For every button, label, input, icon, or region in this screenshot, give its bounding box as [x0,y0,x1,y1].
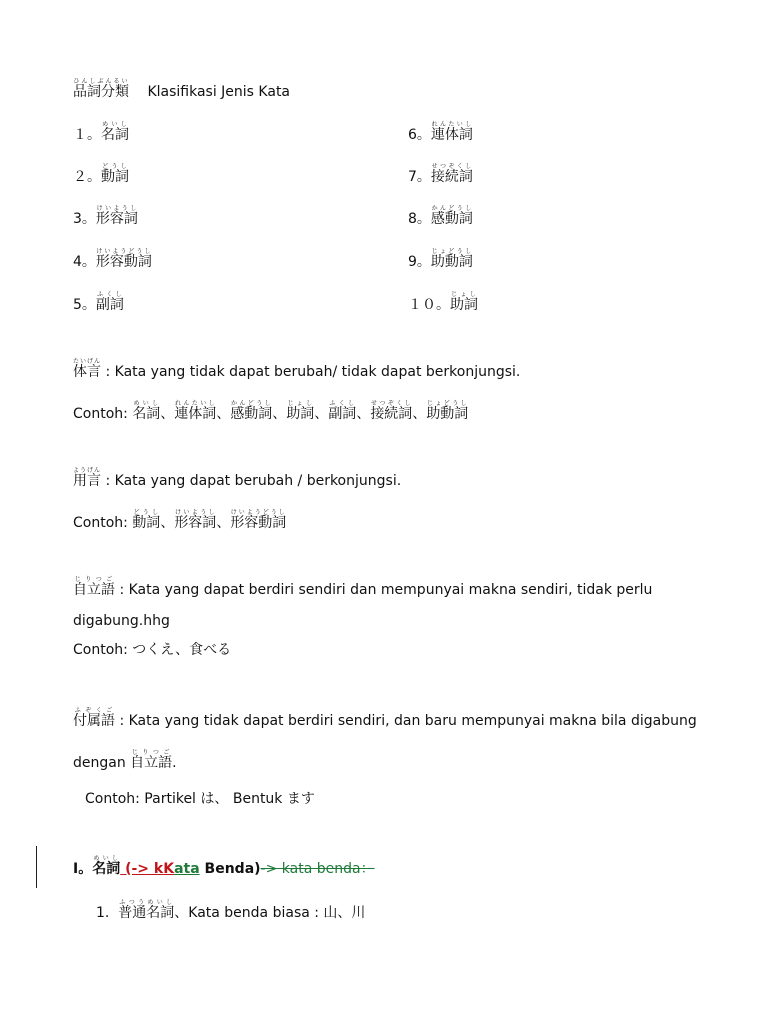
class-item-9: 9。助動詞じょどうし [408,248,473,270]
change-bar [36,846,37,888]
yougen-definition: 用言ようげん : Kata yang dapat berubah / berkonjungsi. [73,467,402,489]
jiritsugo-definition-cont: digabung.hhg [73,613,170,629]
class-item-7: 7。接続詞せつぞくし [408,163,473,185]
fuzokugo-definition: 付属語ふぞくご : Kata yang tidak dapat berdiri sendiri, dan baru mempunyai makna bila digabung [73,707,697,729]
class-item-2: ２。動詞どうし [73,163,129,185]
class-item-10: １０。助詞じょし [408,291,478,313]
title-text: Klasifikasi Jenis Kata [147,84,291,100]
jiritsugo-definition: 自立語じりつご : Kata yang dapat berdiri sendiri dan mempunyai makna sendiri, tidak perlu [73,576,653,598]
section-1-heading: I。名詞めいし (-> kKata Benda)-> kata benda： [73,855,375,877]
section-1-item-1: 1. 普通名詞ふつうめいし、Kata benda biasa : 山、川 [96,899,366,921]
fuzokugo-example: Contoh: Partikel は、 Bentuk ます [85,791,315,807]
title-kanji: 品詞分類ひんしぶんるい [73,78,129,100]
class-item-5: 5。副詞ふくし [73,291,124,313]
title-line [73,78,290,101]
yougen-examples: Contoh: 動詞どうし、形容詞けいようし、形容動詞けいようどうし [73,509,287,531]
class-item-8: 8。感動詞かんどうし [408,205,473,227]
jiritsugo-example: Contoh: つくえ、食べる [73,642,232,658]
class-item-6: 6。連体詞れんたいし [408,121,473,143]
class-item-4: 4。形容動詞けいようどうし [73,248,152,270]
taigen-examples: Contoh: 名詞めいし、連体詞れんたいし、感動詞かんどうし、助詞じょし、副詞ふくし、接続詞せつぞくし、助動詞じょどうし [73,400,469,422]
fuzokugo-definition-cont: dengan 自立語じりつご. [73,749,177,771]
class-item-3: 3。形容詞けいようし [73,205,138,227]
class-item-1: １。名詞めいし [73,121,129,143]
taigen-definition: 体言たいげん : Kata yang tidak dapat berubah/ tidak dapat berkonjungsi. [73,358,521,380]
